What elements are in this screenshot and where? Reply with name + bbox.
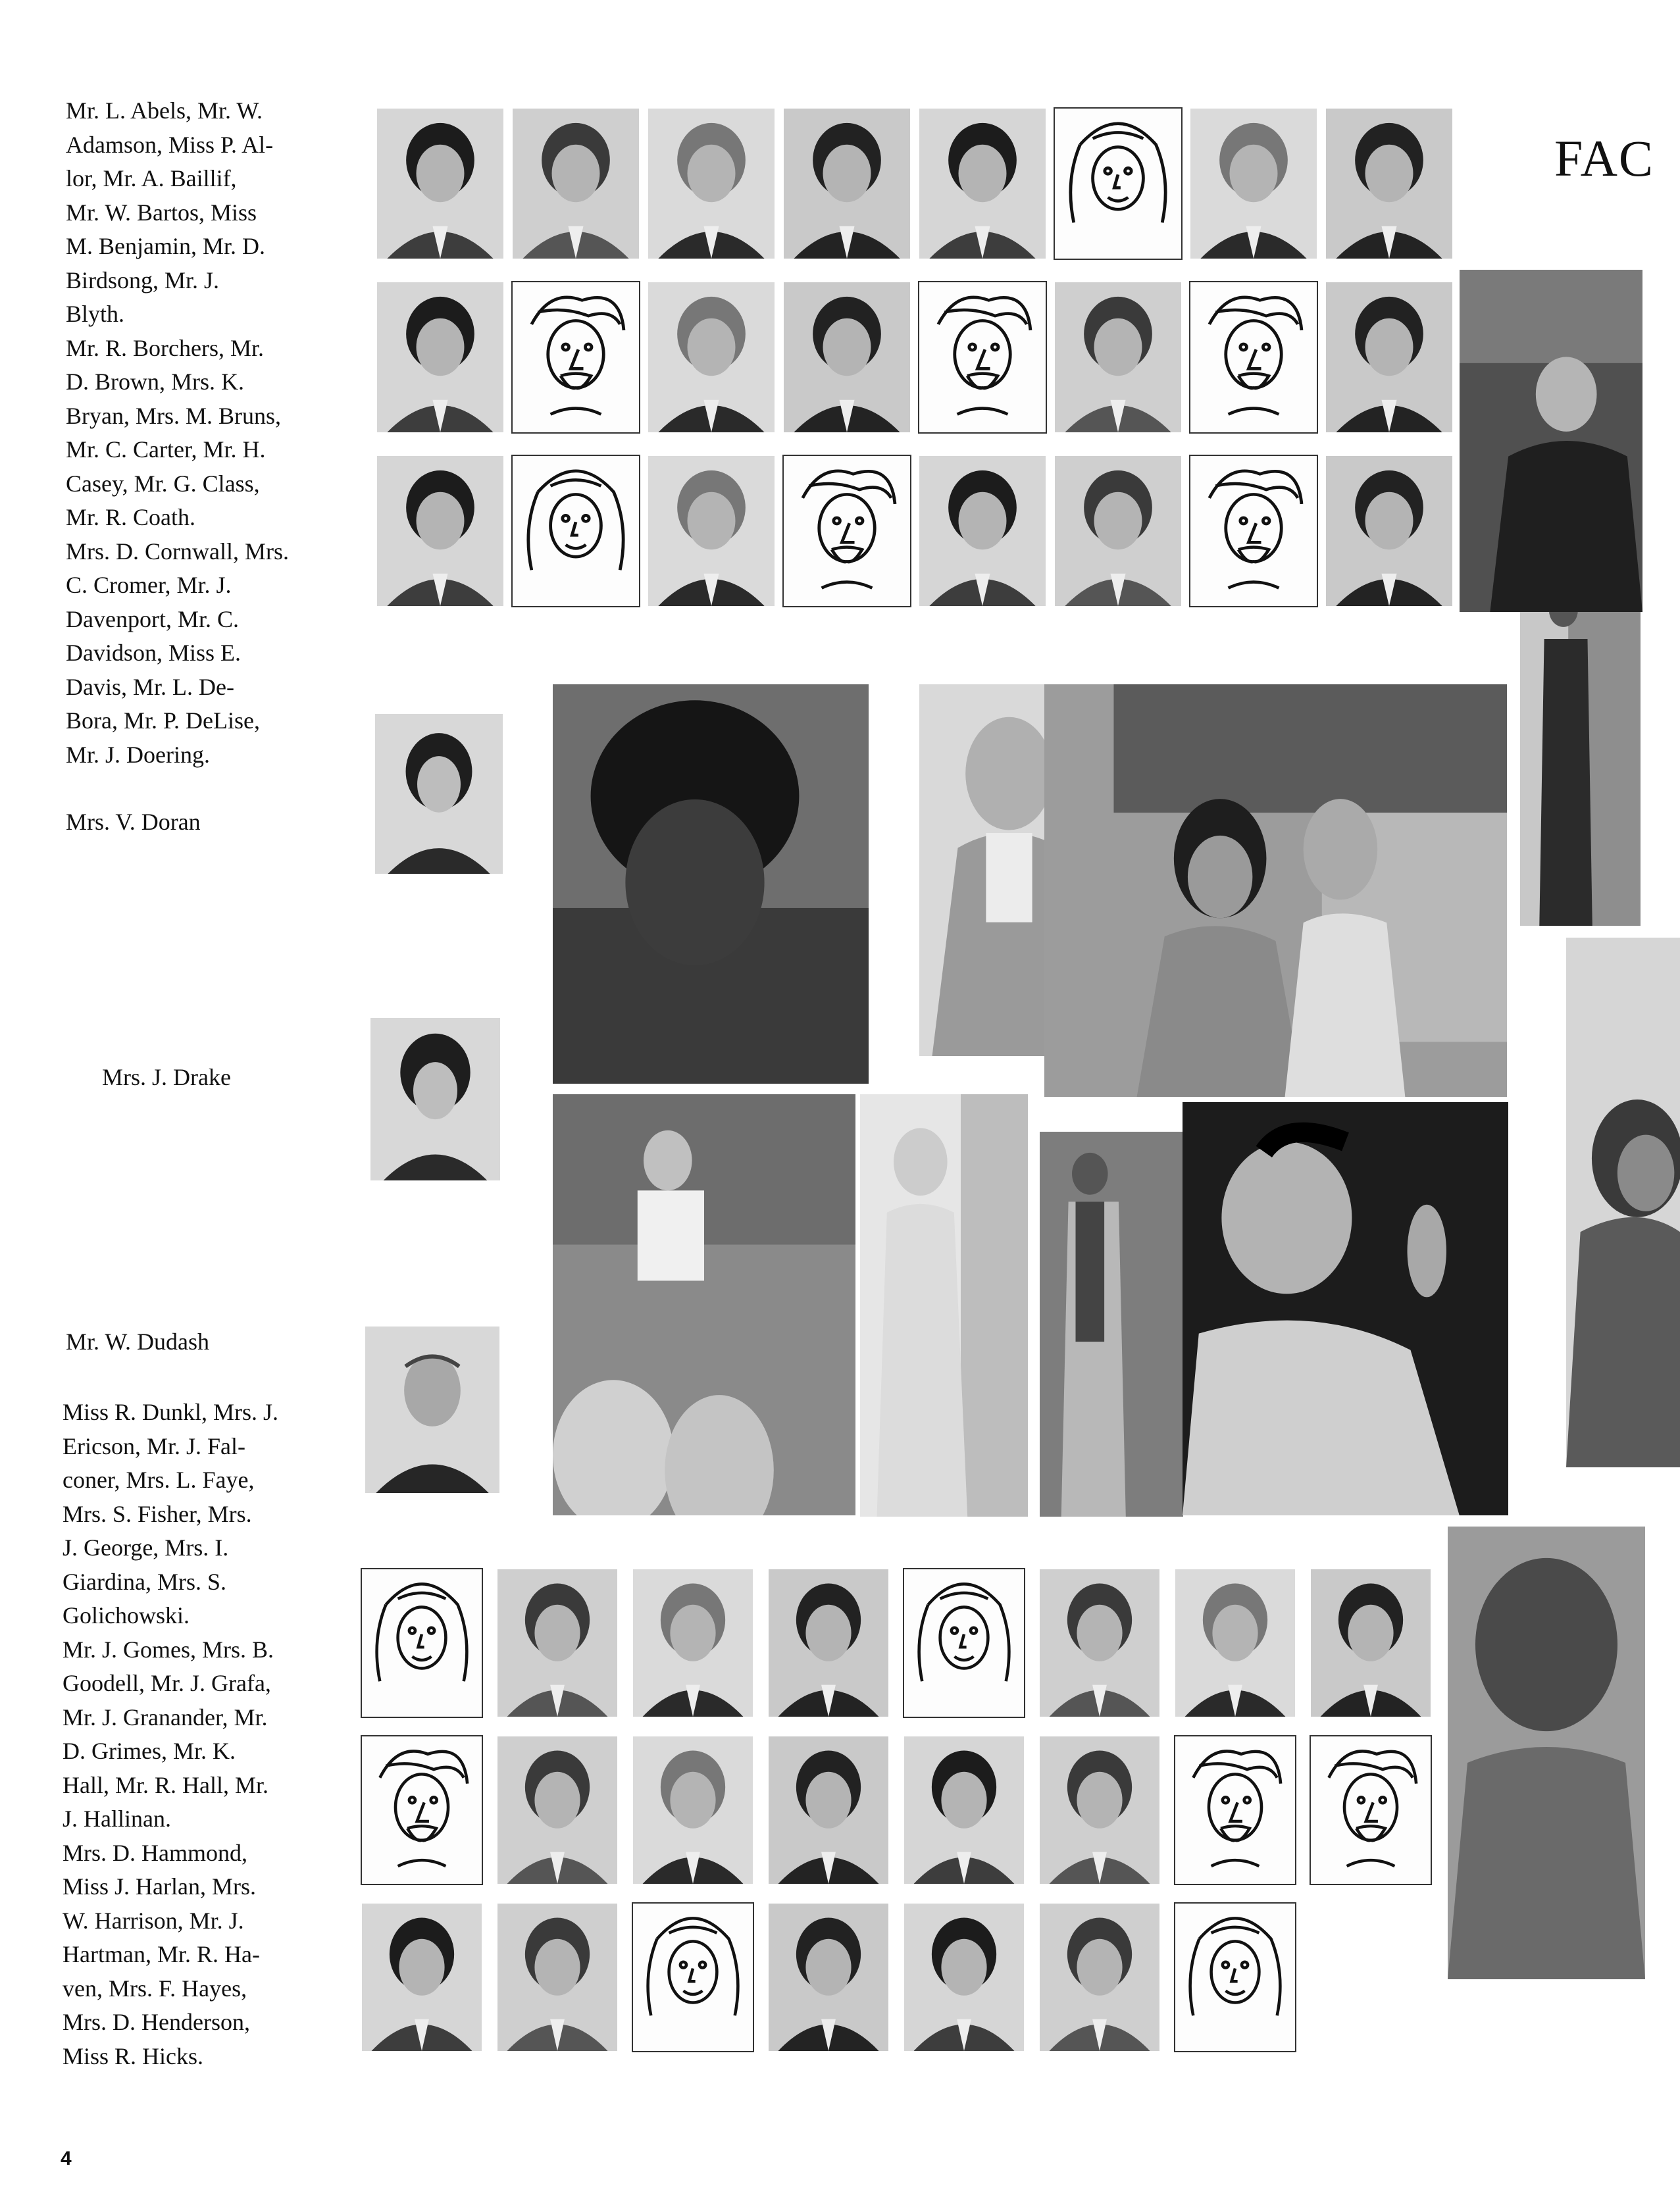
page-title: FAC [1554, 130, 1654, 187]
candid-photo-man-seated [1460, 270, 1642, 612]
faculty-bottom-sketch-placeholder [362, 1736, 482, 1884]
candid-photo-blurred-edge [1448, 1527, 1645, 1979]
faculty-bottom-portrait [1175, 1569, 1295, 1717]
faculty-bottom-sketch-placeholder [1175, 1736, 1295, 1884]
faculty-bottom-sketch-placeholder [633, 1904, 753, 2051]
faculty-bottom-portrait [1311, 1569, 1431, 1717]
faculty-bottom-portrait [769, 1904, 888, 2051]
portrait-drake [370, 1018, 500, 1180]
faculty-top-portrait [919, 456, 1046, 606]
faculty-bottom-sketch-placeholder [362, 1569, 482, 1717]
faculty-top-portrait [1190, 109, 1317, 259]
portrait-dudash [365, 1327, 499, 1493]
faculty-bottom-portrait [497, 1736, 617, 1884]
faculty-top-portrait [1326, 456, 1452, 606]
candid-photo-couple-library [1044, 684, 1507, 1097]
faculty-top-portrait [648, 109, 775, 259]
caption-doran: Mrs. V. Doran [66, 809, 201, 835]
faculty-bottom-portrait [1040, 1569, 1159, 1717]
faculty-bottom-portrait [904, 1736, 1024, 1884]
faculty-bottom-portrait [769, 1736, 888, 1884]
portrait-doran [375, 714, 503, 874]
faculty-bottom-portrait [769, 1569, 888, 1717]
faculty-top-portrait [1055, 456, 1181, 606]
candid-photo-man-pointing [1183, 1102, 1508, 1515]
faculty-bottom-portrait [497, 1569, 617, 1717]
faculty-top-portrait [919, 109, 1046, 259]
candid-photo-woman-bookshelf [860, 1094, 1028, 1517]
faculty-bottom-portrait [1040, 1904, 1159, 2051]
faculty-bottom-portrait [497, 1904, 617, 2051]
faculty-top-sketch-placeholder [919, 282, 1046, 432]
faculty-top-portrait [377, 282, 503, 432]
faculty-top-sketch-placeholder [513, 282, 639, 432]
faculty-top-sketch-placeholder [1055, 109, 1181, 259]
faculty-top-portrait [1326, 109, 1452, 259]
faculty-bottom-portrait [633, 1736, 753, 1884]
faculty-bottom-sketch-placeholder [1311, 1736, 1431, 1884]
caption-faculty-group-2: Miss R. Dunkl, Mrs. J. Ericson, Mr. J. Fal- coner, Mrs. L. Faye, Mrs. S. Fisher, Mrs. J. George, Mrs. I. Giardina, Mrs. S. Golichowski. Mr. J. Gomes, Mrs. B. Goodell, Mr. J. Grafa, Mr. J. Granander, Mr. D. Grimes, Mr. K. Hall, Mr. R. Hall, Mr. J. Hallinan. Mrs. D. Hammond, Miss J. Harlan, Mrs. W. Harrison, Mr. J. Hartman, Mr. R. Ha- ven, Mrs. F. Hayes, Mrs. D. Henderson, Miss R. Hicks. [63, 1399, 279, 2069]
candid-photo-man-walking [1040, 1132, 1183, 1517]
faculty-bottom-portrait [1040, 1736, 1159, 1884]
candid-photo-man-lecturing [553, 1094, 855, 1515]
faculty-top-sketch-placeholder [784, 456, 910, 606]
candid-photo-woman-glasses [553, 684, 869, 1084]
faculty-top-portrait [1055, 282, 1181, 432]
faculty-bottom-portrait [633, 1569, 753, 1717]
faculty-bottom-portrait [904, 1904, 1024, 2051]
faculty-top-portrait [377, 109, 503, 259]
candid-photo-man-standing [1520, 567, 1641, 926]
faculty-top-portrait [648, 282, 775, 432]
faculty-top-sketch-placeholder [513, 456, 639, 606]
caption-drake: Mrs. J. Drake [102, 1064, 231, 1090]
page-number: 4 [61, 2148, 72, 2169]
candid-photo-woman-edge [1566, 938, 1680, 1467]
faculty-top-sketch-placeholder [1190, 282, 1317, 432]
faculty-top-portrait [377, 456, 503, 606]
faculty-bottom-portrait [362, 1904, 482, 2051]
faculty-top-sketch-placeholder [1190, 456, 1317, 606]
faculty-bottom-sketch-placeholder [1175, 1904, 1295, 2051]
caption-faculty-group-1: Mr. L. Abels, Mr. W. Adamson, Miss P. Al- lor, Mr. A. Baillif, Mr. W. Bartos, Miss M. Benjamin, Mr. D. Birdsong, Mr. J. Blyth. Mr. R. Borchers, Mr. D. Brown, Mrs. K. Bryan, Mrs. M. Bruns, Mr. C. Carter, Mr. H. Casey, Mr. G. Class, Mr. R. Coath. Mrs. D. Cornwall, Mrs. C. Cromer, Mr. J. Davenport, Mr. C. Davidson, Miss E. Davis, Mr. L. De- Bora, Mr. P. DeLise, Mr. J. Doering. [66, 97, 289, 768]
faculty-bottom-sketch-placeholder [904, 1569, 1024, 1717]
faculty-top-portrait [784, 282, 910, 432]
faculty-top-portrait [1326, 282, 1452, 432]
faculty-top-portrait [784, 109, 910, 259]
faculty-top-portrait [648, 456, 775, 606]
caption-dudash: Mr. W. Dudash [66, 1328, 210, 1355]
faculty-top-portrait [513, 109, 639, 259]
